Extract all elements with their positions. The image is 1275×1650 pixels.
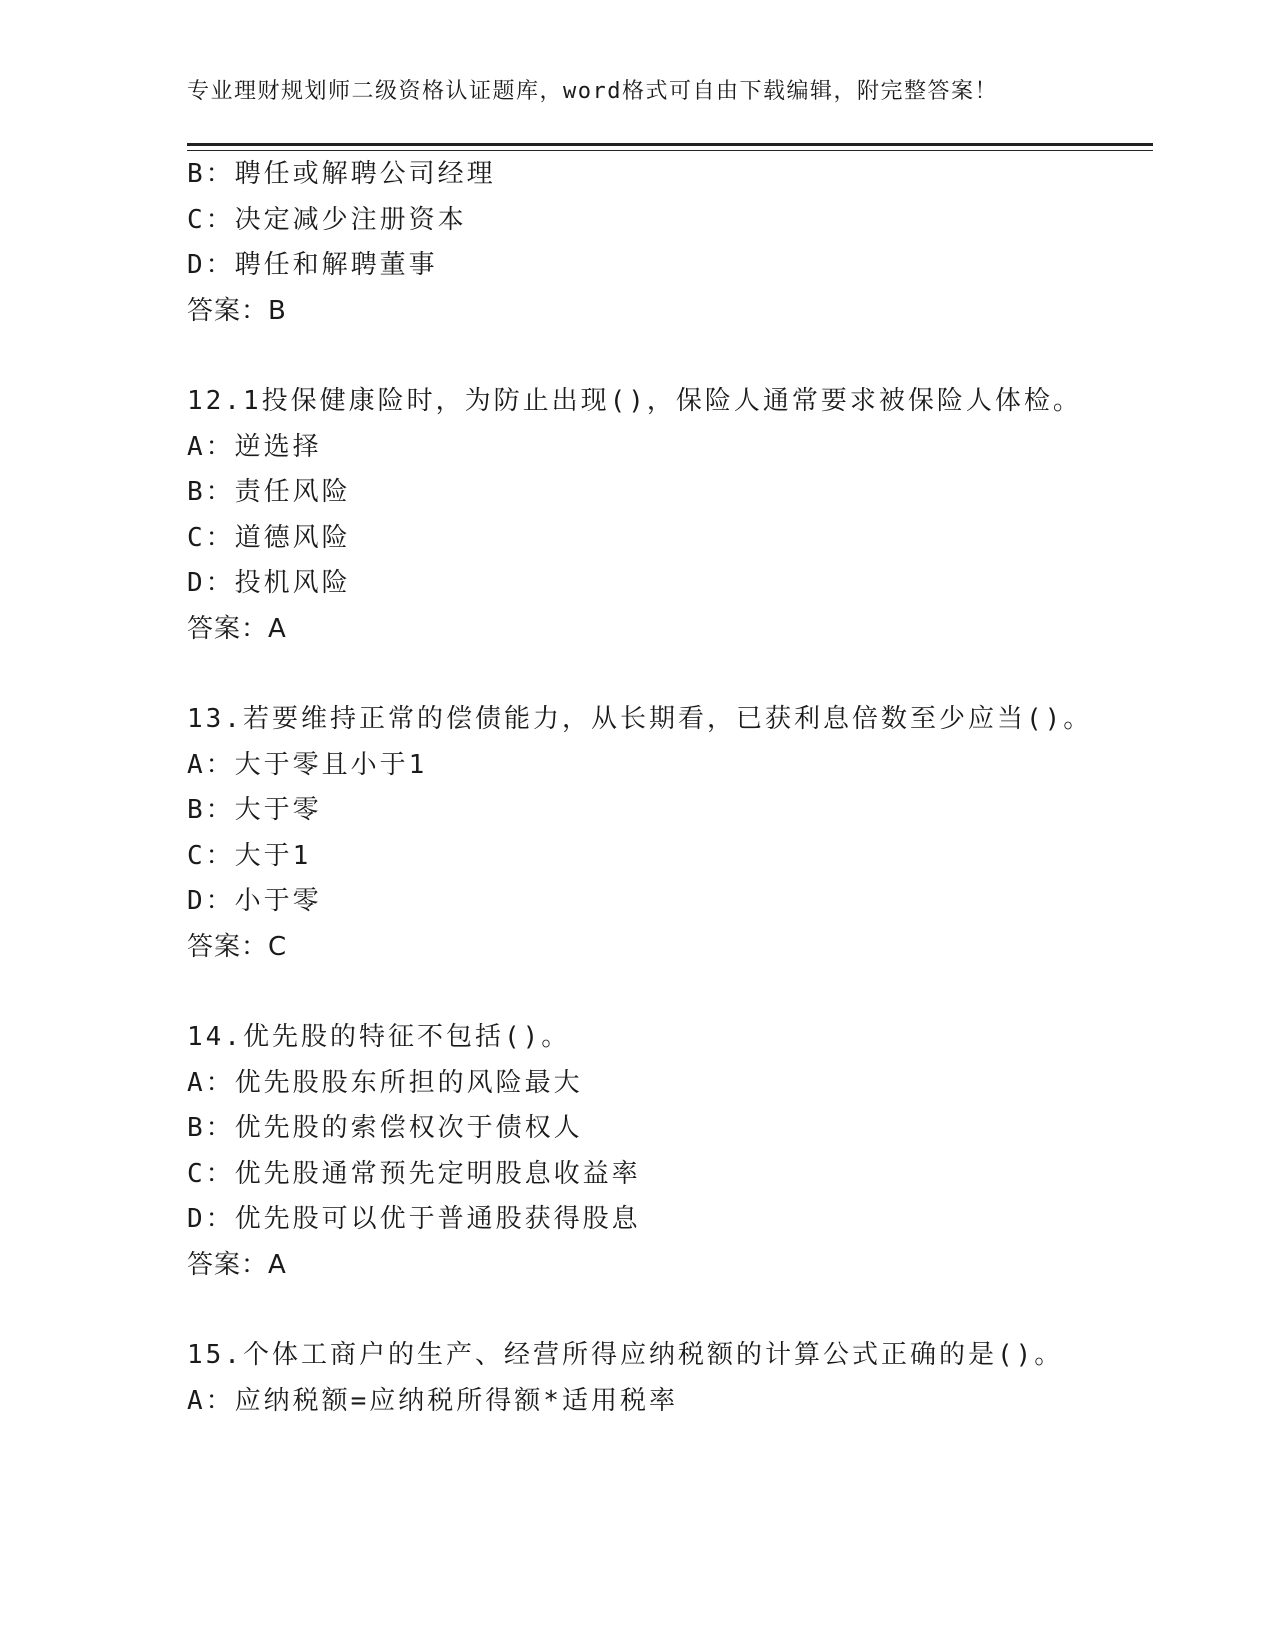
question-list: [187, 152, 1153, 1424]
option-line: B：聘任或解聘公司经理: [187, 159, 496, 189]
answer-line: 答案：C: [187, 931, 288, 962]
header-rule-thin: [187, 150, 1153, 151]
option-line: C：优先股通常预先定明股息收益率: [187, 1158, 641, 1189]
option-line: B：大于零: [187, 795, 322, 825]
option-line: A：优先股股东所担的风险最大: [187, 1067, 583, 1098]
option-line: D：优先股可以优于普通股获得股息: [187, 1204, 641, 1234]
option-line: A：大于零且小于1: [187, 749, 428, 780]
option-line: C：大于1: [187, 840, 312, 871]
option-line: A：逆选择: [187, 431, 322, 462]
option-line: D：聘任和解聘董事: [187, 250, 438, 280]
question-stem: 15.个体工商户的生产、经营所得应纳税额的计算公式正确的是()。: [187, 1340, 1064, 1370]
answer-line: 答案：A: [187, 1249, 287, 1280]
question-stem: 12.1投保健康险时，为防止出现()，保险人通常要求被保险人体检。: [187, 386, 1082, 416]
header-rule-thick: [187, 143, 1153, 146]
option-line: D：小于零: [187, 886, 322, 916]
option-line: C：决定减少注册资本: [187, 204, 467, 235]
option-line: D：投机风险: [187, 568, 351, 598]
option-line: B：责任风险: [187, 477, 351, 507]
answer-line: 答案：B: [187, 295, 287, 326]
answer-line: 答案：A: [187, 613, 287, 644]
question-stem: 13.若要维持正常的偿债能力，从长期看，已获利息倍数至少应当()。: [187, 704, 1093, 734]
option-line: B：优先股的索偿权次于债权人: [187, 1113, 583, 1143]
option-line: A：应纳税额=应纳税所得额*适用税率: [187, 1385, 678, 1416]
page-header: 专业理财规划师二级资格认证题库，word格式可自由下载编辑，附完整答案！: [187, 79, 998, 104]
question-stem: 14.优先股的特征不包括()。: [187, 1022, 571, 1052]
option-line: C：道德风险: [187, 522, 351, 553]
